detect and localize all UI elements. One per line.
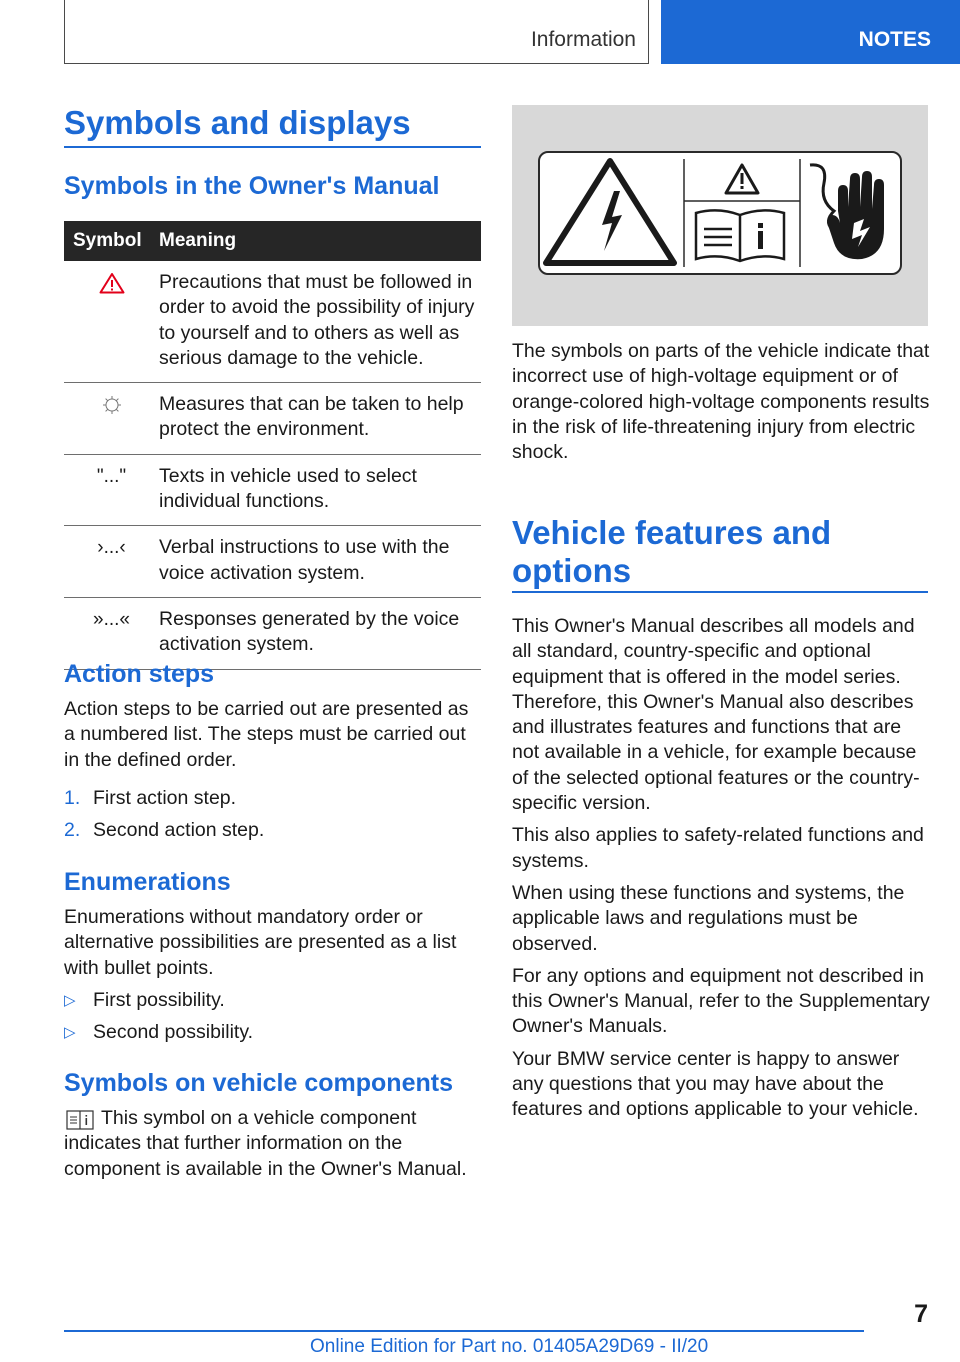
section-heading-components: Symbols on vehicle components xyxy=(64,1069,453,1097)
warning-label-card xyxy=(538,151,902,275)
table-row xyxy=(64,598,481,670)
bullet-triangle-icon: ▷ xyxy=(64,1024,76,1041)
header-section-title: Information xyxy=(530,28,636,51)
footer-edition: Online Edition for Part no. 01405A29D69 - II/20 xyxy=(310,1336,709,1357)
electric-shock-hand-icon xyxy=(810,165,884,259)
table-row xyxy=(64,455,481,527)
image-caption: The symbols on parts of the vehicle indicate that incorrect use of high-voltage equipment or of orange-colored high-voltage components results in the risk of life-threatening injury from electric shock. xyxy=(512,340,930,464)
table-cell-meaning: Precautions that must be followed in order to avoid the possibility of injury to yourself and to others as well as serious damage to the vehicle. xyxy=(159,271,475,369)
features-body xyxy=(512,614,932,1123)
action-steps-text: Action steps to be carried out are presented as a numbered list. The steps must be carried out in the defined order. xyxy=(64,698,469,771)
high-voltage-warning-icon xyxy=(546,161,674,263)
symbols-table xyxy=(64,221,481,670)
bullet-triangle-icon: ▷ xyxy=(64,992,76,1009)
section-heading-symbols: Symbols in the Owner's Manual xyxy=(64,172,440,200)
list-text: Second possibility. xyxy=(93,1021,254,1043)
features-paragraph: When using these functions and systems, the applicable laws and regulations must be observed. xyxy=(512,881,905,955)
page-number: 7 xyxy=(914,1300,928,1328)
table-cell-symbol: »...« xyxy=(93,608,130,630)
table-cell-meaning: Texts in vehicle used to select individual functions. xyxy=(159,464,417,513)
environment-icon xyxy=(101,394,123,416)
footer-rule xyxy=(64,1330,864,1332)
page-title: Symbols and displays xyxy=(64,104,411,141)
features-paragraph: This Owner's Manual describes all models and all standard, country-specific and optional equipment that is offered in the model series. Therefore, this Owner's Manual also describes and illustrates features and functions that are not available in a vehicle, for example because of the selected optional features or the country-specific version. xyxy=(512,615,920,815)
table-header-meaning: Meaning xyxy=(159,230,237,251)
table-cell-meaning: Verbal instructions to use with the voice activation system. xyxy=(159,536,450,584)
section-heading-action-steps: Action steps xyxy=(64,660,215,688)
features-paragraph: For any options and equipment not described in this Owner's Manual, refer to the Supplementary Owner's Manuals. xyxy=(512,964,930,1038)
section-heading-enumerations: Enumerations xyxy=(64,868,231,896)
list-text: Second action step. xyxy=(93,819,265,841)
features-paragraph: Your BMW service center is happy to answer any questions that you may have about the features and options applicable to your vehicle. xyxy=(512,1047,919,1121)
components-text: This symbol on a vehicle component indicates that further information on the component is available in the Owner's Manual. xyxy=(64,1107,467,1180)
list-marker: 2. xyxy=(64,819,81,841)
section-heading-features: Vehicle features and options xyxy=(512,514,832,589)
enumerations-text: Enumerations without mandatory order or alternative possibilities are presented as a list with bullet points. xyxy=(64,906,457,979)
header-tab-label: NOTES xyxy=(858,28,931,51)
features-rule xyxy=(512,591,928,593)
table-cell-symbol: ›...‹ xyxy=(97,537,126,559)
list-text: First action step. xyxy=(93,787,237,809)
warning-triangle-icon xyxy=(726,165,758,193)
table-cell-meaning: Measures that can be taken to help protect the environment. xyxy=(159,393,464,441)
table-cell-meaning: Responses generated by the voice activation system. xyxy=(159,607,460,656)
table-row xyxy=(64,526,481,598)
features-paragraph: This also applies to safety-related functions and systems. xyxy=(512,824,924,872)
table-header xyxy=(64,221,481,261)
header-notes-tab[interactable] xyxy=(661,0,960,64)
warning-triangle-icon xyxy=(99,272,125,294)
header-frame xyxy=(64,0,649,64)
table-cell-symbol: "..." xyxy=(96,465,127,487)
table-header-symbol: Symbol xyxy=(73,230,142,251)
table-row xyxy=(64,383,481,455)
owners-manual-icon xyxy=(696,210,784,261)
list-marker: 1. xyxy=(64,787,81,809)
high-voltage-warning-image xyxy=(512,105,928,326)
table-row xyxy=(64,261,481,383)
title-rule xyxy=(64,146,481,148)
list-text: First possibility. xyxy=(93,989,225,1011)
